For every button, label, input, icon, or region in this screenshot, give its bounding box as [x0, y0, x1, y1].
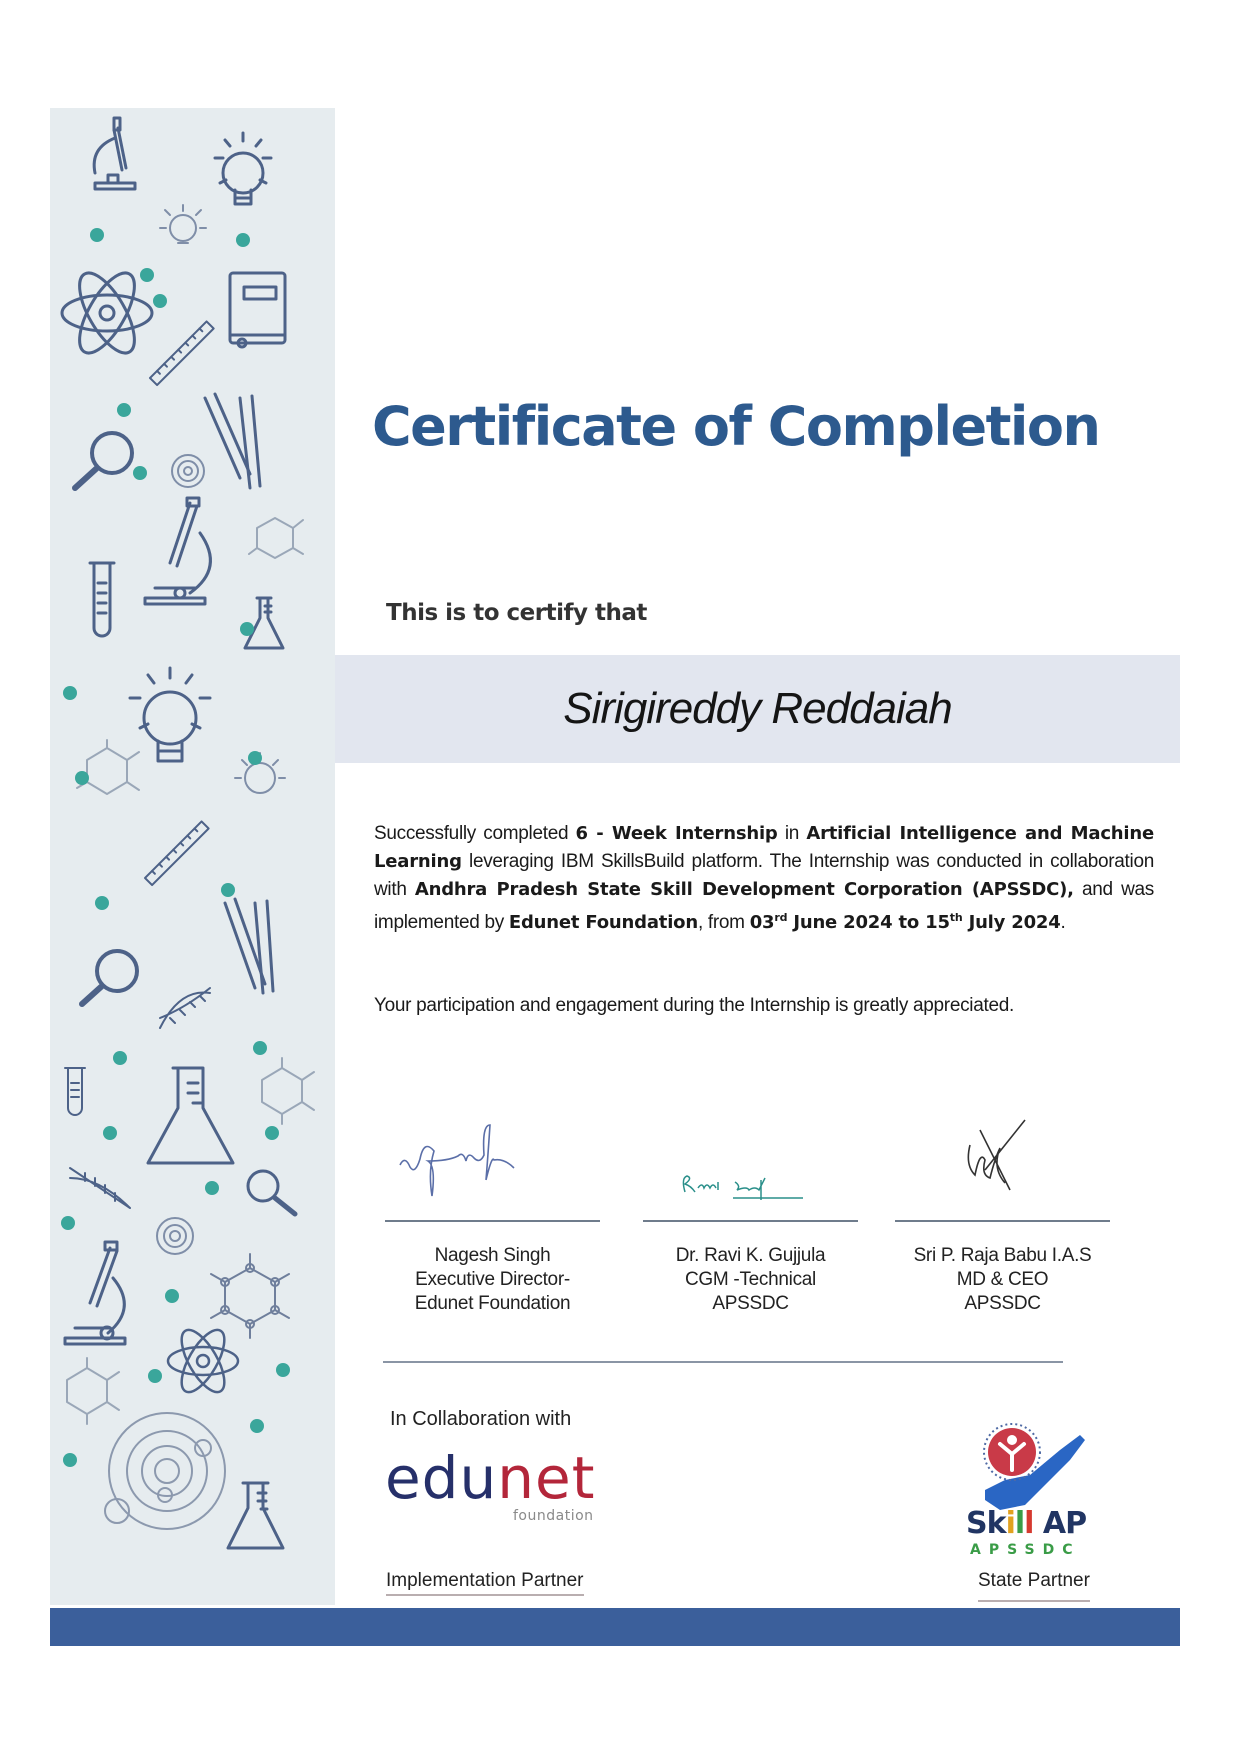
signature-line [895, 1220, 1110, 1222]
body-text-segment: Successfully completed [374, 823, 576, 844]
certify-statement: This is to certify that [386, 600, 647, 626]
signature-image [385, 1110, 600, 1220]
logo-text-net: net [497, 1444, 596, 1512]
orbit-icon [172, 455, 204, 487]
logo-text: i [1005, 1506, 1015, 1541]
lightbulb-icon [215, 133, 271, 204]
body-text-segment: . [1060, 912, 1066, 933]
signatory-title: CGM -Technical [685, 1269, 816, 1290]
signatory-org: APSSDC [712, 1293, 789, 1314]
body-text-segment: leveraging IBM SkillsBuild platform. The Internship was conducted in collaboration with [374, 851, 1154, 900]
certificate-title: Certificate of Completion [372, 395, 1100, 458]
logo-text: l [1014, 1506, 1025, 1541]
signatory-block [385, 1110, 600, 1316]
brain-bulb-icon [160, 205, 206, 243]
ruler-icon [150, 321, 214, 385]
signatory-title: Executive Director- [415, 1269, 570, 1290]
logo-text-foundation: foundation [513, 1508, 594, 1524]
signatory-block [895, 1110, 1110, 1316]
footer-bar [50, 1608, 1180, 1646]
molecule-icon [249, 518, 303, 558]
body-text-segment: and was implemented by [374, 879, 1154, 933]
signatory-name: Sri P. Raja Babu I.A.S [913, 1245, 1092, 1266]
body-text-segment: in [777, 823, 807, 844]
skill-ap-wordmark [966, 1506, 1086, 1541]
state-partner-label: State Partner [978, 1570, 1090, 1602]
recipient-name-band [335, 655, 1180, 763]
signatory-title: MD & CEO [956, 1269, 1049, 1290]
recipient-name: Sirigireddy Reddaiah [563, 684, 952, 733]
skill-ap-logo [960, 1420, 1130, 1560]
signature-image [895, 1110, 1110, 1220]
magnifier-icon [82, 951, 137, 1004]
signatory-details [385, 1244, 600, 1316]
signatory-block [643, 1110, 858, 1316]
ordinal-suffix: rd [774, 911, 788, 924]
signatory-details [895, 1244, 1110, 1316]
logo-text: Sk [966, 1506, 1006, 1541]
signature-line [385, 1220, 600, 1222]
test-tube-icon [65, 1068, 85, 1115]
collaboration-label: In Collaboration with [390, 1408, 572, 1430]
microscope-icon [145, 498, 210, 604]
molecule-icon [67, 1358, 119, 1424]
end-date: July 2024 [962, 912, 1061, 933]
flask-icon [148, 1068, 233, 1163]
start-day: 03 [749, 912, 775, 933]
section-divider [383, 1361, 1063, 1363]
signatory-org: APSSDC [964, 1293, 1041, 1314]
implementation-partner-label: Implementation Partner [386, 1570, 584, 1596]
book-icon [230, 273, 285, 347]
logo-text: l [1024, 1506, 1034, 1541]
atom-icon [168, 1324, 238, 1399]
apssdc-subtext: APSSDC [970, 1542, 1081, 1558]
magnifier-icon [248, 1171, 295, 1214]
internship-domain: Artificial Intelligence and Machine Learning [374, 823, 1154, 872]
microscope-icon [94, 118, 135, 189]
orbit-icon [157, 1218, 193, 1254]
logo-text: AP [1033, 1506, 1087, 1541]
atom-icon [62, 265, 152, 361]
dna-icon [70, 1168, 130, 1208]
logo-text-edu: edu [385, 1444, 498, 1512]
ordinal-suffix: th [949, 911, 963, 924]
pencils-icon [205, 394, 260, 488]
signature-line [643, 1220, 858, 1222]
decorative-science-panel [50, 108, 335, 1605]
lightbulb-icon [130, 668, 210, 761]
signatory-org: Edunet Foundation [414, 1293, 571, 1314]
microscope-icon [65, 1242, 125, 1344]
andhra-pradesh-map-emblem [960, 1420, 1130, 1510]
internship-dates [750, 912, 1061, 933]
implementation-partner-name: Edunet Foundation [508, 912, 698, 933]
internship-duration: 6 - Week Internship [575, 823, 778, 844]
certificate-body [374, 820, 1154, 937]
molecule-icon [211, 1254, 289, 1338]
signatory-details [643, 1244, 858, 1316]
molecule-icon [262, 1058, 314, 1124]
signature-image [643, 1110, 858, 1220]
flask-icon [228, 1483, 283, 1548]
appreciation-text: Your participation and engagement during the Internship is greatly appreciated. [374, 995, 1014, 1016]
test-tube-icon [90, 563, 114, 636]
flask-icon [245, 598, 283, 648]
pencils-icon [225, 899, 273, 993]
magnifier-icon [75, 433, 132, 488]
molecule-icon [77, 740, 139, 794]
date-range: June 2024 to 15 [787, 912, 950, 933]
dna-icon [160, 988, 210, 1028]
signatory-name: Nagesh Singh [434, 1245, 551, 1266]
edunet-foundation-logo [385, 1444, 596, 1524]
state-partner-name: Andhra Pradesh State Skill Development Corporation (APSSDC), [414, 879, 1074, 900]
ruler-icon [145, 821, 209, 885]
solar-orbit-icon [105, 1413, 225, 1529]
body-text-segment: , from [697, 912, 750, 933]
signatory-name: Dr. Ravi K. Gujjula [675, 1245, 826, 1266]
